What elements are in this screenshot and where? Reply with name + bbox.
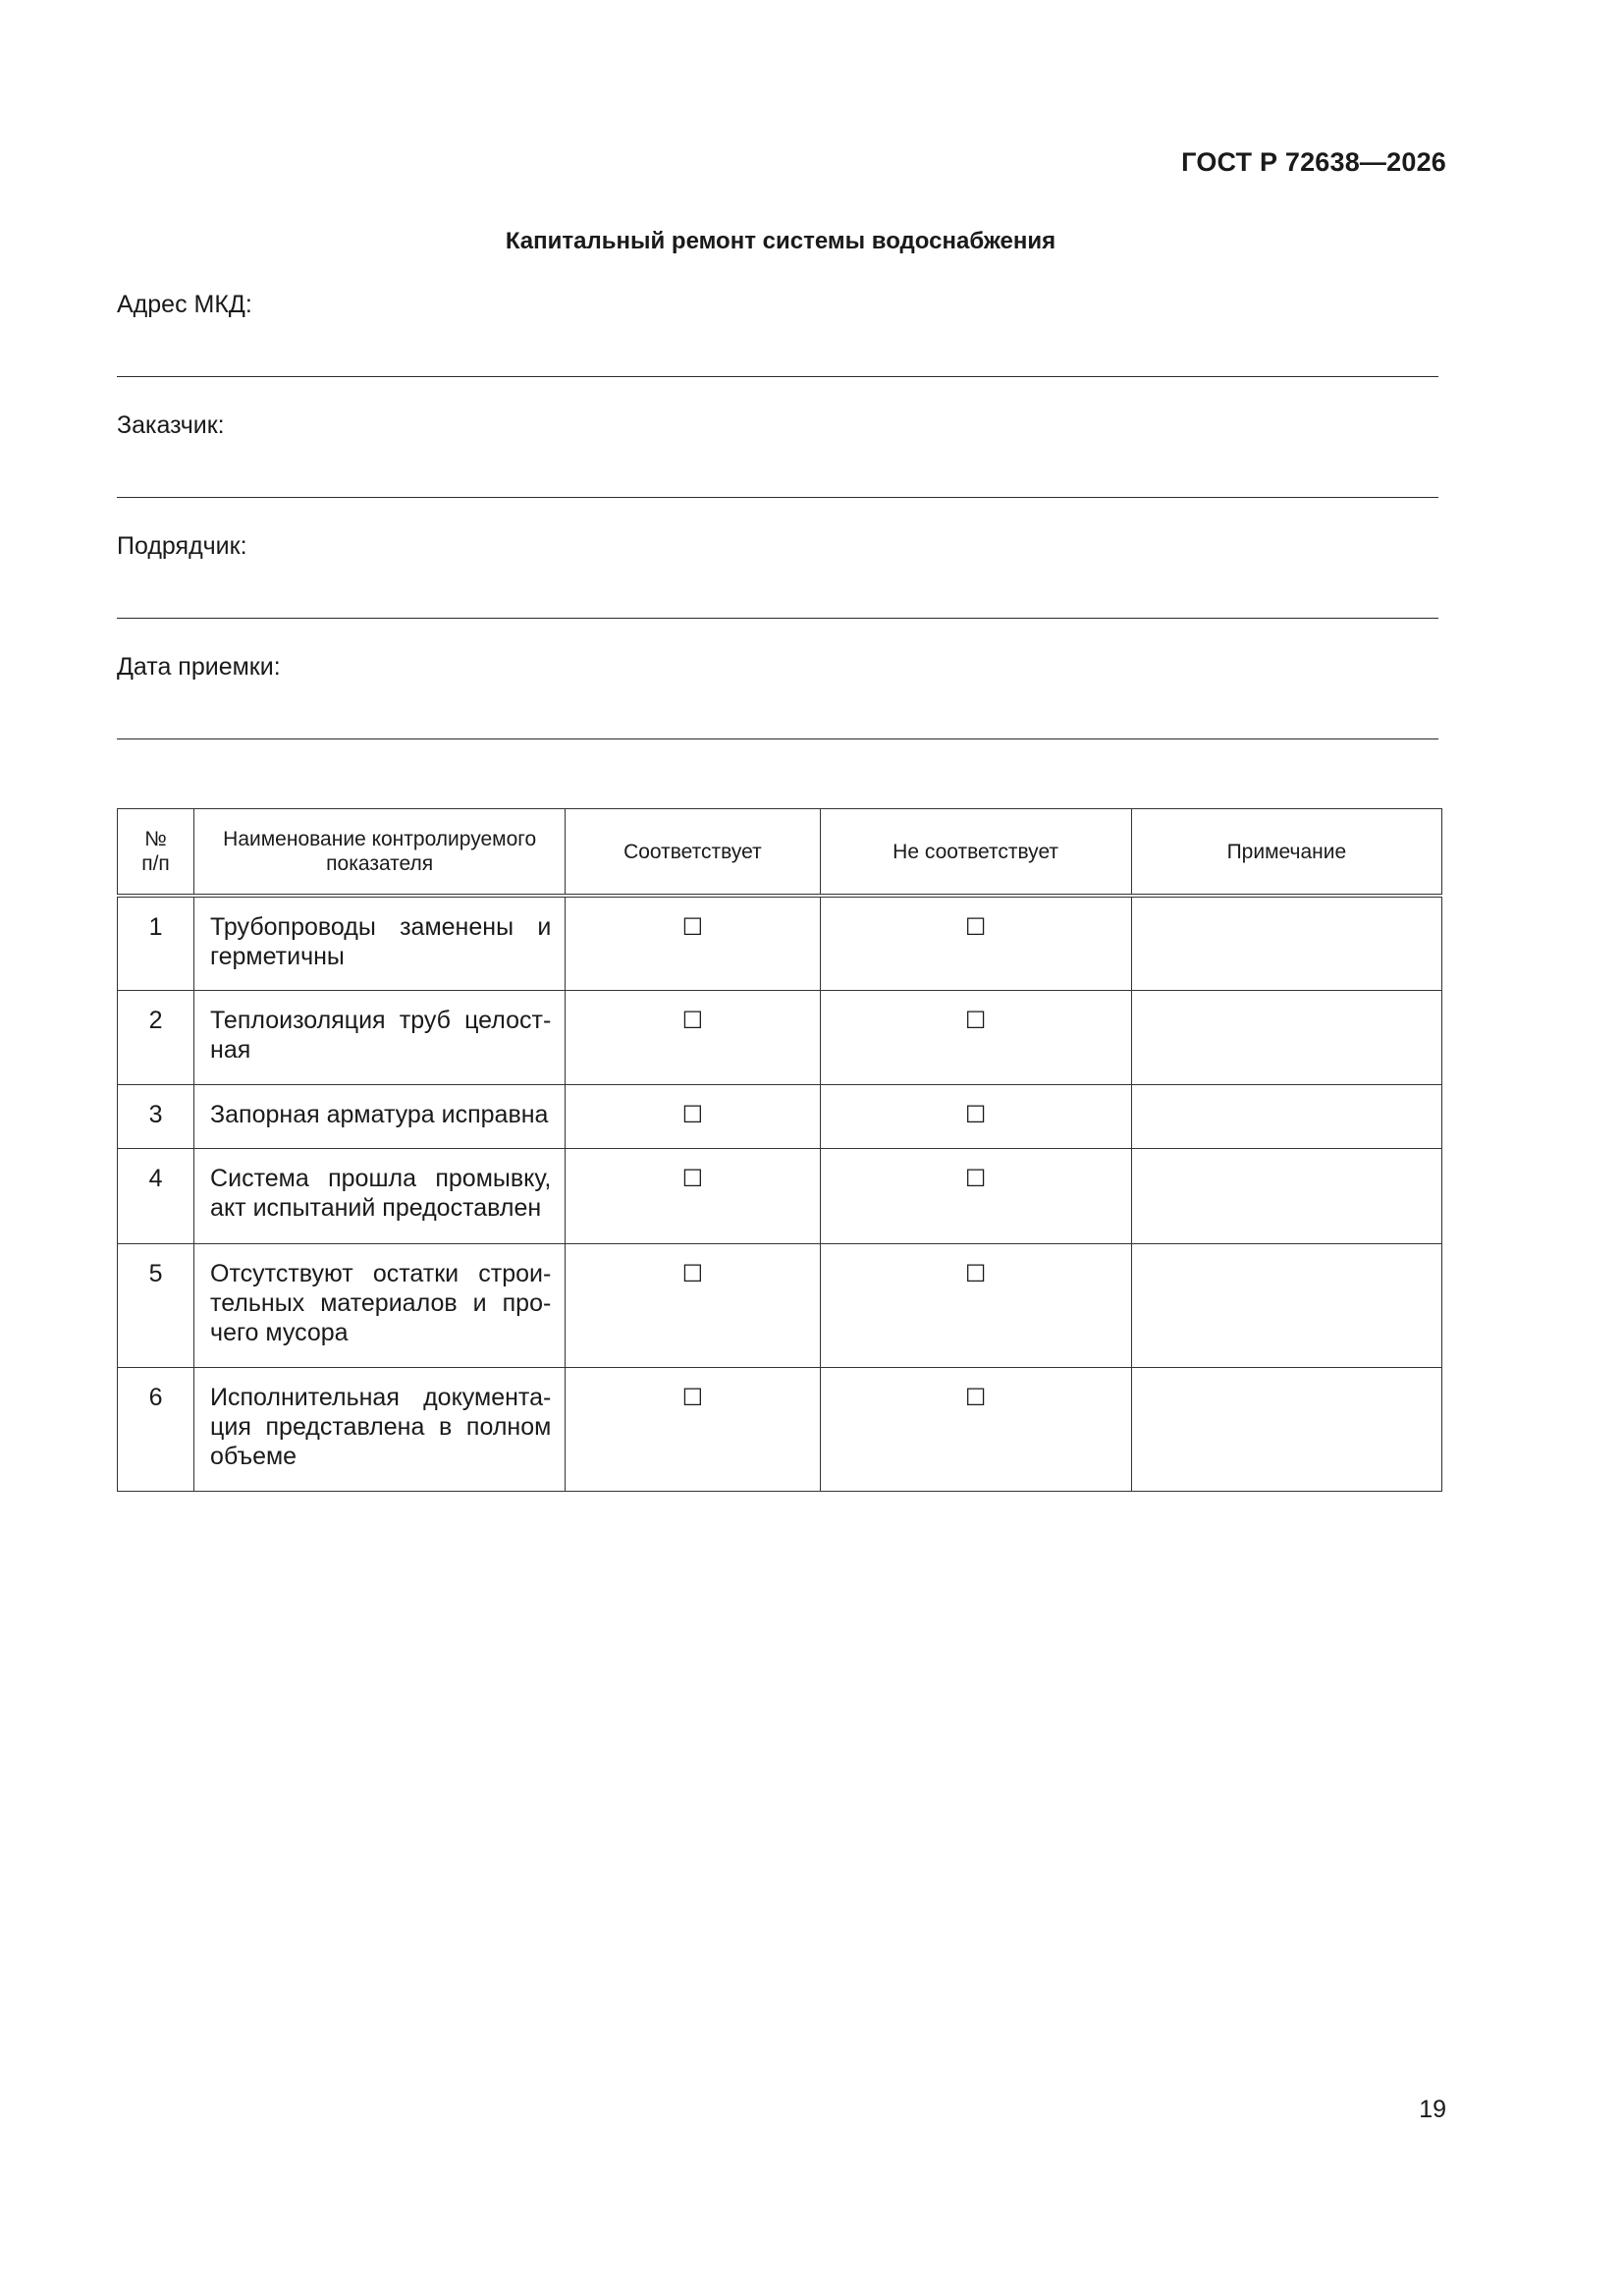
row-num: 5 xyxy=(118,1243,194,1367)
noncompliant-checkbox[interactable]: ☐ xyxy=(820,1148,1131,1243)
note-cell[interactable] xyxy=(1131,1367,1441,1491)
address-input-line[interactable] xyxy=(117,376,1438,377)
form-title: Капитальный ремонт системы водоснабжения xyxy=(505,228,1056,254)
row-indicator: Отсутствуют остатки строи-тельных материалов и про-чего мусора xyxy=(194,1243,566,1367)
customer-label: Заказчик: xyxy=(117,411,225,439)
table-header-row xyxy=(118,809,1442,897)
header-name xyxy=(194,809,566,897)
document-code: ГОСТ Р 72638—2026 xyxy=(1181,147,1446,177)
page-number: 19 xyxy=(1419,2096,1446,2123)
table-row xyxy=(118,1148,1442,1243)
table-row xyxy=(118,1084,1442,1148)
compliant-checkbox[interactable]: ☐ xyxy=(566,1084,820,1148)
table-row xyxy=(118,1243,1442,1367)
row-indicator: Система прошла промывку, акт испытаний предоставлен xyxy=(194,1148,566,1243)
contractor-input-line[interactable] xyxy=(117,618,1438,619)
acceptance-date-input-line[interactable] xyxy=(117,738,1438,739)
row-indicator: Теплоизоляция труб целост-ная xyxy=(194,990,566,1084)
note-cell[interactable] xyxy=(1131,896,1441,990)
compliant-checkbox[interactable]: ☐ xyxy=(566,1367,820,1491)
noncompliant-checkbox[interactable]: ☐ xyxy=(820,1243,1131,1367)
contractor-label: Подрядчик: xyxy=(117,532,247,560)
compliant-checkbox[interactable]: ☐ xyxy=(566,990,820,1084)
note-cell[interactable] xyxy=(1131,1084,1441,1148)
checklist-table xyxy=(117,808,1442,1492)
noncompliant-checkbox[interactable]: ☐ xyxy=(820,990,1131,1084)
header-num xyxy=(118,809,194,897)
row-num: 2 xyxy=(118,990,194,1084)
row-indicator: Трубопроводы заменены и герметичны xyxy=(194,896,566,990)
note-cell[interactable] xyxy=(1131,1148,1441,1243)
table-row xyxy=(118,1367,1442,1491)
header-num-label: № п/п xyxy=(141,828,170,875)
header-name-label: Наименование контролируемого показателя xyxy=(223,828,537,875)
header-compliant: Соответствует xyxy=(566,809,820,897)
header-note: Примечание xyxy=(1131,809,1441,897)
header-noncompliant: Не соответствует xyxy=(820,809,1131,897)
note-cell[interactable] xyxy=(1131,990,1441,1084)
row-num: 3 xyxy=(118,1084,194,1148)
table-row xyxy=(118,896,1442,990)
row-num: 4 xyxy=(118,1148,194,1243)
row-indicator: Запорная арматура исправна xyxy=(194,1084,566,1148)
acceptance-date-label: Дата приемки: xyxy=(117,653,281,681)
row-num: 6 xyxy=(118,1367,194,1491)
noncompliant-checkbox[interactable]: ☐ xyxy=(820,1367,1131,1491)
compliant-checkbox[interactable]: ☐ xyxy=(566,1243,820,1367)
row-num: 1 xyxy=(118,896,194,990)
note-cell[interactable] xyxy=(1131,1243,1441,1367)
row-indicator: Исполнительная документа-ция представлена в полном объеме xyxy=(194,1367,566,1491)
noncompliant-checkbox[interactable]: ☐ xyxy=(820,1084,1131,1148)
table-row xyxy=(118,990,1442,1084)
noncompliant-checkbox[interactable]: ☐ xyxy=(820,896,1131,990)
address-label: Адрес МКД: xyxy=(117,291,252,318)
compliant-checkbox[interactable]: ☐ xyxy=(566,896,820,990)
compliant-checkbox[interactable]: ☐ xyxy=(566,1148,820,1243)
customer-input-line[interactable] xyxy=(117,497,1438,498)
